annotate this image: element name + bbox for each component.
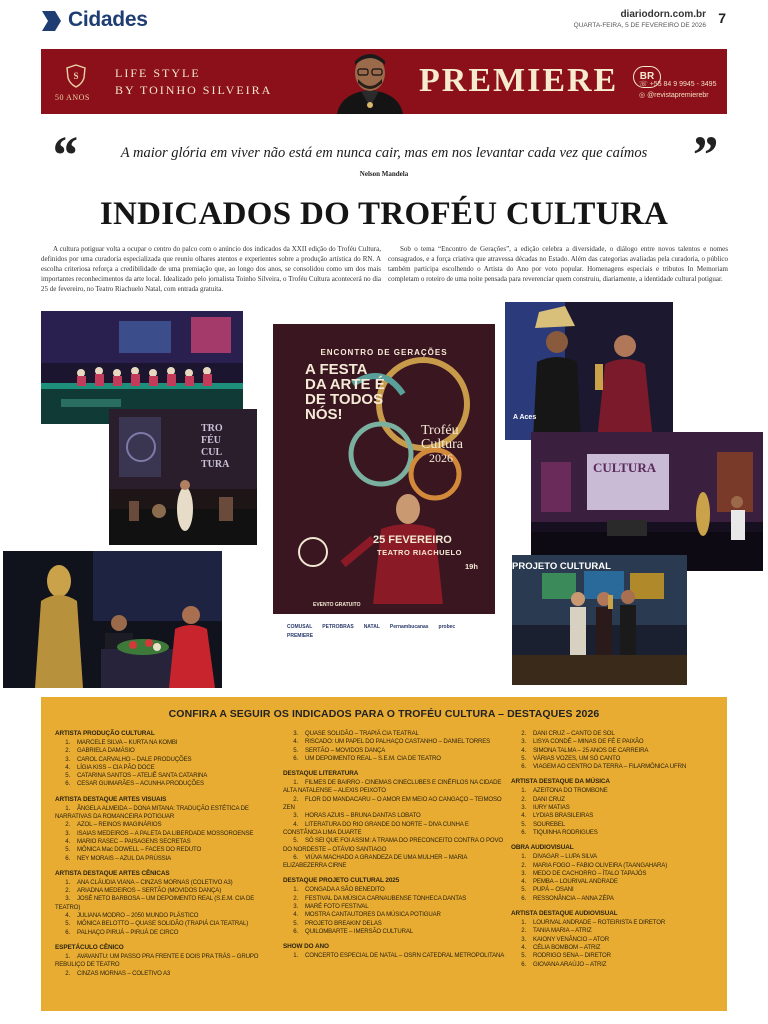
nominee-number: 4. — [521, 878, 526, 886]
nominee-item — [55, 912, 277, 920]
nominee-item — [511, 796, 715, 804]
nominee-name: MOSTRA CANTAUTORES DA MÚSICA POTIGUAR — [305, 911, 441, 919]
nominee-number: 2. — [293, 795, 298, 803]
nominee-item — [511, 730, 715, 738]
nominee-number: 3. — [65, 895, 70, 903]
nominee-number: 2. — [521, 861, 526, 869]
nominee-name: LITERATURA DO RIO GRANDE DO NORTE – DIVA CUNHA E CONSTÂNCIA LIMA DUARTE — [283, 820, 469, 836]
nominee-item — [511, 738, 715, 746]
photo-band-stage — [109, 409, 257, 545]
quote-author: Nelson Mandela — [359, 170, 409, 178]
nominee-category: SHOW DO ANO — [283, 943, 329, 951]
nominee-number: 3. — [293, 730, 298, 737]
nominee-item — [511, 821, 715, 829]
nominee-item — [511, 961, 715, 969]
nominee-name: MARÉ FOTO FESTIVAL — [305, 903, 369, 911]
nominee-number: 1. — [293, 779, 298, 787]
poster-theme: ENCONTRO DE GERAÇÕES — [320, 348, 448, 357]
nominee-name: UM DEPOIMENTO REAL – S.E.M. CIA DE TEATRO — [305, 754, 441, 762]
nominee-number: 4. — [65, 837, 70, 845]
nominee-number: 1. — [521, 919, 526, 927]
nominee-item — [511, 812, 715, 820]
nominee-number: 3. — [521, 738, 526, 746]
nominee-name: ANA CLÁUDIA VIANA – CINZAS MORNAS (COLETIVO A3) — [77, 878, 233, 886]
svg-text:TURA: TURA — [201, 459, 230, 470]
nominee-category: ARTISTA PRODUÇÃO CULTURAL — [55, 730, 155, 737]
nominee-item — [55, 887, 277, 895]
nominee-item — [55, 879, 277, 887]
nominee-category: OBRA AUDIOVISUAL — [511, 844, 574, 852]
nominee-name: VIÚVA MACHADO A GRANDEZA DE UMA MULHER – MARIA ELIZABEZERRA CIRNE — [283, 853, 467, 870]
nominee-number: 6. — [65, 780, 70, 788]
nominee-number: 5. — [521, 952, 526, 960]
nominee-item — [283, 796, 505, 813]
nominee-item — [511, 870, 715, 878]
nominee-item — [55, 821, 277, 829]
nominee-item — [511, 936, 715, 944]
nominee-item — [511, 878, 715, 886]
nominee-number: 2. — [293, 894, 298, 902]
advertisement-banner[interactable] — [41, 49, 727, 114]
ad-brand: PREMIERE — [419, 62, 619, 99]
article-body-column-2: Sob o tema “Encontro de Gerações”, a edição celebra a diversidade, o diálogo entre novos talentos e nomes consagrados, e a força criativa que atravessa décadas no Estado. Além das categorias avaliadas pela curadoria, o público também participa escolhendo o Artista do Ano por voto popular. Homenagens especiais e tributos In Memoriam completam o roteiro de uma noite pensada para reverenciar quem construiu, diariamente, a identidade cultural potiguar. — [388, 245, 728, 283]
sponsor-logo: probec — [438, 624, 456, 630]
nominee-item — [55, 929, 277, 937]
nominee-number: 3. — [65, 755, 70, 763]
nominee-name: MÔNICA BELOTTO – QUASE SOLIDÃO (TRAPIÁ CIA TEATRAL) — [77, 920, 249, 928]
svg-text:FÉU: FÉU — [201, 435, 221, 446]
poster-slogan-3: DE TODOS — [305, 391, 384, 408]
nominee-name: SIMONA TALMA – 25 ANOS DE CARREIRA — [533, 746, 649, 754]
nominees-column-1 — [55, 730, 277, 978]
photo-screen-title: CULTURA — [593, 460, 657, 475]
nominee-name: MARIA FOGO – FABIO OLIVEIRA (TAANGAHARA) — [533, 861, 668, 869]
article-headline: INDICADOS DO TROFÉU CULTURA — [99, 196, 669, 232]
photo-stage-dancers — [41, 311, 243, 424]
nominee-number: 5. — [65, 846, 70, 854]
nominee-item — [283, 755, 505, 763]
nominee-name: ARIADNA MEDEIROS – SERTÃO (MOVIDOS DANÇA) — [77, 887, 222, 895]
nominee-item — [511, 944, 715, 952]
nominee-number: 3. — [293, 812, 298, 820]
nominee-name: AZOL – REINOS IMAGINÁRIOS — [77, 821, 162, 829]
poster-event-time: 19h — [465, 562, 478, 571]
nominee-number: 1. — [65, 878, 70, 886]
nominee-item — [55, 764, 277, 772]
nominees-column-3 — [511, 730, 715, 969]
nominee-item — [283, 895, 505, 903]
nominee-name: VÁRIAS VOZES, UM SÓ CANTO — [533, 754, 621, 762]
nominee-number: 1. — [521, 853, 526, 861]
nominee-category: ARTISTA DESTAQUE AUDIOVISUAL — [511, 910, 618, 918]
poster-event-venue: TEATRO RIACHUELO — [377, 548, 462, 557]
poster-slogan-1: A FESTA — [305, 361, 368, 378]
nominee-number: 2. — [521, 795, 526, 803]
nominee-name: CONGADA A SÃO BENEDITO — [305, 886, 385, 894]
nominee-name: CESAR GUIMARÃES – ACUNHA PRODUÇÕES — [77, 780, 204, 788]
ad-years: 50 ANOS — [55, 93, 90, 102]
nominee-number: 2. — [65, 969, 70, 977]
nominees-column-2 — [283, 730, 505, 961]
sponsor-logo: Pernambucanas — [389, 624, 429, 630]
nominee-number: 6. — [521, 960, 526, 968]
nominee-number: 5. — [521, 820, 526, 828]
nominee-item — [55, 920, 277, 928]
nominee-name: NEY MORAIS – AZUL DA PRÚSSIA — [77, 854, 172, 862]
nominee-item — [511, 952, 715, 960]
nominee-item — [283, 747, 505, 755]
site-url[interactable]: diariodorn.com.br — [620, 9, 706, 20]
svg-text:TRO: TRO — [201, 423, 223, 434]
pull-quote: A maior glória em viver não está em nunca cair, mas em nos levantar cada vez que caímos — [120, 145, 648, 161]
nominee-name: PUPÁ – OSANI — [533, 886, 574, 894]
nominee-number: 2. — [65, 821, 70, 829]
nominee-number: 2. — [65, 747, 70, 755]
nominee-number: 5. — [293, 837, 298, 845]
nominee-name: MARIO RASEC – PAISAGENS SECRETAS — [77, 837, 191, 845]
nominee-number: 4. — [65, 912, 70, 920]
nominee-name: ISAIAS MEDEIROS – A PALETA DA LIBERDADE MOSSOROENSE — [77, 829, 254, 837]
nominee-name: DANI CRUZ – CANTO DE SOL — [533, 730, 615, 737]
nominee-name: TANIA MARIA – ATRIZ — [533, 927, 592, 935]
nominee-number: 6. — [521, 894, 526, 902]
nominee-item — [283, 928, 505, 936]
poster-event-year: 2026 — [429, 451, 453, 465]
nominee-number: 3. — [65, 829, 70, 837]
nominee-name: FESTIVAL DA MÚSICA CARNAUBENSE TONHECA DANTAS — [305, 894, 467, 902]
nominee-number: 1. — [65, 952, 70, 960]
nominee-item — [511, 886, 715, 894]
nominee-item — [55, 846, 277, 854]
nominee-name: SERTÃO – MOVIDOS DANÇA — [305, 746, 386, 754]
nominee-name: TIQUINHA RODRIGUES — [533, 828, 598, 836]
nominee-number: 3. — [521, 869, 526, 877]
nominee-item — [511, 755, 715, 763]
nominee-number: 1. — [293, 952, 298, 960]
nominee-number: 4. — [293, 820, 298, 828]
nominee-name: MARCELE SILVA – KURTA NA KOMBI — [77, 739, 178, 746]
nominee-item — [511, 895, 715, 903]
nominee-item — [55, 747, 277, 755]
page-header — [0, 0, 768, 44]
chevron-right-icon — [42, 11, 64, 31]
nominee-number: 1. — [521, 787, 526, 795]
photo-projeto-cultural — [512, 555, 687, 685]
nominees-box — [41, 697, 727, 1011]
nominee-item — [55, 772, 277, 780]
nominee-name: LISYA CONDÉ – MINAS DE FÉ E PAIXÃO — [533, 738, 644, 746]
poster-event-date: 25 FEVEREIRO — [373, 534, 452, 546]
nominee-item — [283, 730, 505, 738]
nominee-item — [283, 911, 505, 919]
poster-sponsors — [287, 624, 483, 639]
nominee-number: 6. — [293, 853, 298, 861]
nominee-category: DESTAQUE LITERATURA — [283, 770, 359, 778]
nominee-item — [55, 830, 277, 838]
nominee-name: PROJETO BREAKIN' DELAS — [305, 919, 382, 927]
nominee-name: CINZAS MORNAS – COLETIVO A3 — [77, 969, 171, 977]
nominee-name: KAIONY VENÂNCIO – ATOR — [533, 935, 609, 943]
nominee-number: 5. — [65, 920, 70, 928]
photo-banner-text: A Aces — [513, 414, 537, 421]
photo-trophy-presenters — [3, 551, 222, 688]
nominee-number: 4. — [521, 812, 526, 820]
nominee-name: PEMBA – LOURIVAL ANDRADE — [533, 878, 618, 886]
ad-instagram[interactable]: ◎ @revistapremierebr — [639, 92, 709, 99]
nominee-category: ARTISTA DESTAQUE ARTES VISUAIS — [55, 795, 167, 803]
poster-event-2: Cultura — [421, 437, 463, 452]
nominee-name: MÔNICA Mac DOWELL – FACES DO REDUTO — [77, 846, 202, 854]
nominee-item — [511, 787, 715, 795]
poster-entry: EVENTO GRATUITO — [313, 602, 361, 608]
nominee-name: CATARINA SANTOS – ATELIÊ SANTA CATARINA — [77, 772, 208, 780]
event-poster — [273, 324, 495, 656]
nominee-name: GABRIELA DAMÁSIO — [77, 747, 135, 755]
nominee-item — [55, 805, 277, 822]
photo-stage-screen-text: PROJETO CULTURAL — [512, 561, 611, 572]
nominee-item — [511, 853, 715, 861]
nominee-number: 4. — [521, 746, 526, 754]
nominee-category: ARTISTA DESTAQUE DA MÚSICA — [511, 778, 610, 786]
ad-line-1: LIFE STYLE — [115, 66, 201, 80]
nominee-category: ARTISTA DESTAQUE ARTES CÊNICAS — [55, 869, 170, 877]
nominee-name: LÍGIA KISS – CIA PÃO DOCE — [77, 763, 155, 771]
nominee-item — [55, 780, 277, 788]
nominee-name: MEDO DE CACHORRO – ÍTALO TAPAJÓS — [533, 869, 647, 877]
nominee-item — [283, 812, 505, 820]
nominee-item — [511, 747, 715, 755]
nominee-number: 6. — [521, 763, 526, 771]
nominee-category: DESTAQUE PROJETO CULTURAL 2025 — [283, 877, 400, 885]
crest-icon — [65, 64, 87, 88]
publication-date: QUARTA-FEIRA, 5 DE FEVEREIRO DE 2026 — [573, 22, 706, 29]
nominee-name: CAROL CARVALHO – DALE PRODUÇÕES — [77, 755, 192, 763]
nominee-name: DIVAGAR – LUPA SILVA — [533, 853, 597, 861]
nominee-number: 5. — [65, 772, 70, 780]
nominee-item — [511, 919, 715, 927]
nominee-number: 6. — [65, 928, 70, 936]
nominee-name: RISCADO: UM PAPEL DO PALHAÇO CASTANHO – DANIEL TORRES — [305, 738, 491, 746]
nominee-number: 5. — [293, 919, 298, 927]
nominee-item — [55, 855, 277, 863]
nominee-item — [55, 953, 277, 970]
nominee-name: JULIANA MODRO – 2050 MUNDO PLÁSTICO — [77, 912, 199, 920]
nominee-item — [511, 804, 715, 812]
article-body-column-1: A cultura potiguar volta a ocupar o centro do palco com o anúncio dos indicados da XXII edição do Troféu Cultura, definidos por uma curadoria especializada que reuniu olhares atentos e experientes sobre a produção artística do RN. A escolha criteriosa reforça a credibilidade de uma premiação que, ao longo dos anos, se consolidou como um dos mais importantes reconhecimentos da arte local. Idealizado pelo jornalista Toinho Silveira, o Troféu Cultura acontecerá no dia 25 de fevereiro, no Teatro Riachuelo Natal, com entrada gratuita. — [41, 245, 381, 293]
open-quote-mark: “ — [50, 125, 77, 185]
nominee-item — [511, 927, 715, 935]
nominee-number: 4. — [65, 763, 70, 771]
nominee-number: 6. — [521, 828, 526, 836]
ad-phone: ☏ +55 84 9 9945 - 3495 — [639, 81, 717, 88]
nominee-item — [511, 829, 715, 837]
instagram-icon: ◎ — [639, 92, 646, 99]
nominee-item — [283, 903, 505, 911]
nominee-name: ÂNGELA ALMEIDA – DONA MITANA: TRADUÇÃO ESTÉTICA DE NARRATIVAS DA ROMANCEIRA POTIGUAR — [55, 804, 249, 821]
nominee-name: HORAS AZUIS – BRUNA DANTAS LOBATO — [305, 812, 421, 820]
nominee-item — [55, 739, 277, 747]
nominee-item — [511, 763, 715, 771]
nominee-number: 1. — [65, 804, 70, 812]
nominee-name: RESSONÂNCIA – ANNA ZÉPA — [533, 894, 614, 902]
nominee-number: 1. — [65, 739, 70, 746]
nominee-number: 6. — [293, 927, 298, 935]
nominee-name: FLOR DO MANDACARU – O AMOR EM MEIO AO CANGAÇO – TEIMOSO ZEN — [283, 795, 502, 812]
nominee-item — [55, 756, 277, 764]
nominee-name: PALHAÇO PIRUÁ – PIRUÁ DE CIRCO — [77, 928, 179, 936]
nominee-name: FILMES DE BAIRRO - CINEMAS CINECLUBES E CINÉFILOS NA CIDADE ALTA NATALENSE – ALEXIS PEIXOTO — [283, 779, 502, 795]
photo-stage-screen — [531, 432, 763, 571]
sponsor-logo: NATAL — [363, 624, 380, 630]
nominee-name: JOSÉ NETO BARBOSA – UM DEPOIMENTO REAL (S.E.M. CIA DE TEATRO) — [55, 895, 255, 911]
sponsor-logo: PETROBRAS — [322, 624, 354, 630]
nominee-item — [283, 854, 505, 871]
nominee-number: 1. — [293, 886, 298, 894]
nominee-number: 4. — [293, 911, 298, 919]
host-portrait — [331, 49, 409, 114]
nominee-name: LOURIVAL ANDRADE – ROTEIRISTA E DIRETOR — [533, 919, 666, 927]
nominee-name: DANI CRUZ — [533, 795, 565, 803]
nominee-name: QUASE SOLIDÃO – TRAPIÁ CIA TEATRAL — [305, 730, 419, 737]
nominee-name: AVAVANTU: UM PASSO PRA FRENTE E DOIS PRA TRÁS – GRUPO REBULIÇO DE TEATRO — [55, 952, 259, 969]
nominee-number: 3. — [293, 903, 298, 911]
poster-slogan-4: NÓS! — [305, 406, 343, 423]
nominee-name: RODRIGO SENA – DIRETOR — [533, 952, 611, 960]
nominee-number: 3. — [521, 804, 526, 812]
nominee-name: QUILOMBARTE – IMERSÃO CULTURAL — [305, 927, 414, 935]
sponsor-logo: COMUSAL — [287, 624, 313, 630]
nominee-number: 2. — [65, 887, 70, 895]
nominee-item — [283, 920, 505, 928]
ad-line-2: BY TOINHO SILVEIRA — [115, 83, 273, 97]
nominee-number: 6. — [65, 854, 70, 862]
nominees-title: CONFIRA A SEGUIR OS INDICADOS PARA O TROFÉU CULTURA – DESTAQUES 2026 — [168, 708, 600, 720]
poster-event-1: Troféu — [421, 423, 459, 438]
nominee-number: 5. — [521, 886, 526, 894]
nominee-name: CONCERTO ESPECIAL DE NATAL – OSRN CATEDRAL METROPOLITANA — [305, 952, 505, 960]
nominee-item — [283, 738, 505, 746]
close-quote-mark: ” — [690, 125, 717, 185]
nominee-item — [283, 952, 505, 960]
nominee-number: 4. — [293, 738, 298, 746]
nominee-name: CÉLIA BOMBOM – ATRIZ — [533, 943, 601, 951]
nominee-name: IURY MATIAS — [533, 804, 570, 812]
svg-text:S: S — [73, 71, 79, 81]
phone-icon: ☏ — [639, 81, 648, 88]
nominee-number: 2. — [521, 730, 526, 737]
poster-slogan-2: DA ARTE É — [305, 376, 385, 393]
svg-text:CUL: CUL — [201, 447, 223, 458]
nominee-number: 5. — [293, 746, 298, 754]
nominee-name: SÓ SEI QUE FOI ASSIM: A TRAMA DO PRECONCEITO CONTRA O POVO DO NORDESTE – OTÁVIO SANTIAGO — [283, 837, 503, 853]
nominee-category: ESPETÁCULO CÊNICO — [55, 943, 124, 951]
nominee-name: GIOVANA ARAÚJO – ATRIZ — [533, 960, 607, 968]
page-number: 7 — [718, 10, 726, 26]
nominee-item — [55, 970, 277, 978]
nominee-name: SOUREBEL — [533, 820, 565, 828]
ad-brand-tag: BR — [633, 66, 661, 88]
nominee-number: 2. — [521, 927, 526, 935]
section-title: Cidades — [68, 8, 148, 31]
nominee-number: 3. — [521, 935, 526, 943]
nominee-item — [283, 821, 505, 838]
nominee-name: LYDIAS BRASILEIRAS — [533, 812, 594, 820]
nominee-item — [283, 779, 505, 796]
nominee-item — [283, 886, 505, 894]
nominee-name: VIAGEM AO CENTRO DA TERRA – FILARMÔNICA UFRN — [533, 763, 687, 771]
nominee-number: 4. — [521, 943, 526, 951]
nominee-number: 5. — [521, 754, 526, 762]
nominee-item — [511, 862, 715, 870]
photo-award-handover — [505, 302, 673, 440]
nominee-item — [55, 838, 277, 846]
nominee-item — [283, 837, 505, 854]
nominee-item — [55, 895, 277, 912]
sponsor-logo: PREMIERE — [287, 633, 314, 639]
nominee-number: 6. — [293, 754, 298, 762]
nominee-name: AZEITONA DO TROMBONE — [533, 787, 608, 795]
